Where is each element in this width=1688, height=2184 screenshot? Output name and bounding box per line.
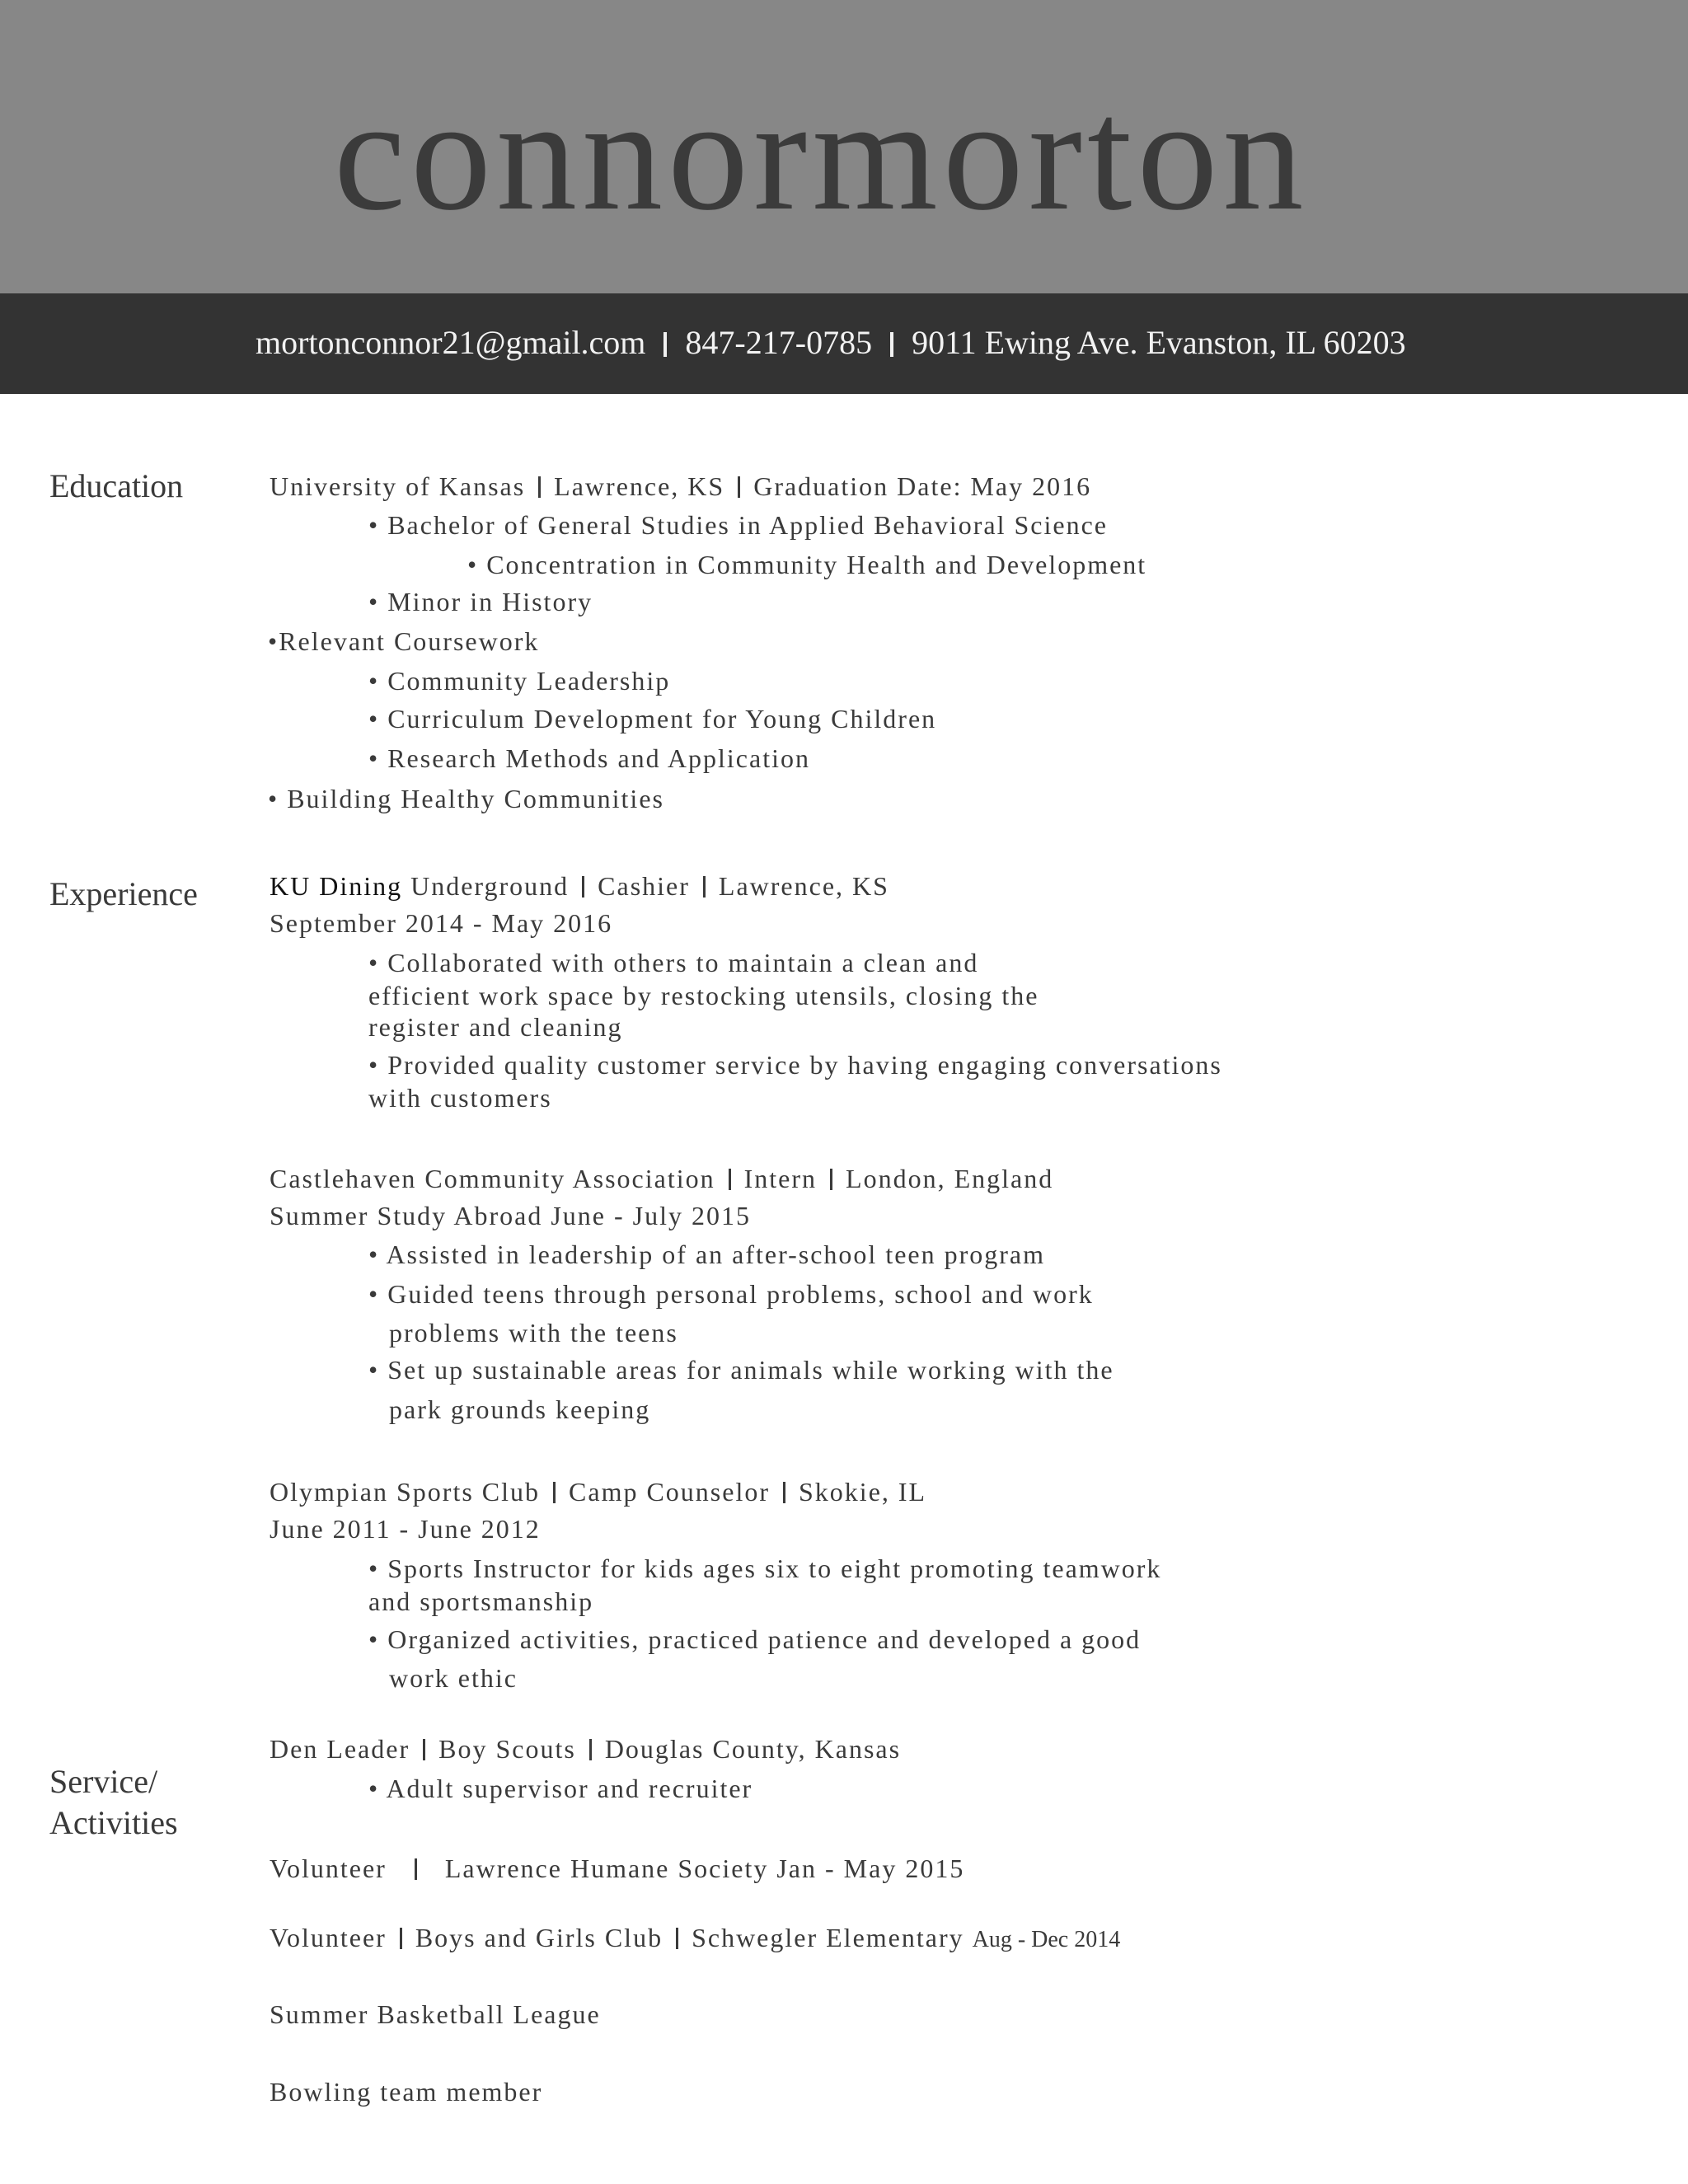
section-service-label: Service/ (49, 1763, 158, 1800)
job-org-prefix: KU Dining (270, 871, 403, 901)
job-dates: June 2011 - June 2012 (270, 1514, 541, 1544)
job-bullet: problems with the teens (389, 1318, 678, 1347)
service-item (270, 1921, 1120, 1957)
course-item: • Curriculum Development for Young Children (368, 704, 937, 733)
education-header-line (270, 470, 1091, 503)
degree: • Bachelor of General Studies in Applied Behavioral Science (368, 510, 1108, 540)
separator (589, 1739, 592, 1760)
job-bullet: and sportsmanship (368, 1586, 594, 1616)
header-banner (0, 0, 1688, 293)
service-org: Lawrence Humane Society Jan - May 2015 (444, 1854, 965, 1883)
job-location: Lawrence, KS (718, 871, 889, 901)
activity-item: Bowling team member (270, 2077, 543, 2107)
job-bullet: efficient work space by restocking utensils, closing the (368, 981, 1039, 1010)
job-header-line (270, 1475, 926, 1508)
service-item (270, 1852, 964, 1885)
service-role: Volunteer (270, 1923, 387, 1952)
job-header-line (270, 1162, 1053, 1195)
service-org: Boys and Girls Club (415, 1923, 663, 1952)
separator (703, 876, 706, 898)
contact-info (256, 318, 1406, 368)
service-org: Boy Scouts (438, 1734, 576, 1764)
job-org: Olympian Sports Club (270, 1477, 541, 1507)
school-location: Lawrence, KS (554, 471, 725, 501)
separator (830, 1169, 832, 1190)
service-role: Den Leader (270, 1734, 410, 1764)
separator (676, 1928, 678, 1949)
job-bullet: • Set up sustainable areas for animals while working with the (368, 1355, 1114, 1385)
contact-separator (890, 332, 893, 357)
job-bullet: park grounds keeping (389, 1394, 651, 1424)
job-bullet: • Sports Instructor for kids ages six to eight promoting teamwork (368, 1554, 1162, 1583)
job-dates: September 2014 - May 2016 (270, 908, 613, 938)
course-item: • Research Methods and Application (368, 743, 810, 773)
email-link[interactable]: mortonconnor21@gmail.com (256, 324, 646, 361)
job-bullet: with customers (368, 1083, 552, 1113)
school-name: University of Kansas (270, 471, 526, 501)
job-bullet: • Collaborated with others to maintain a clean and (368, 948, 979, 977)
job-dates: Summer Study Abroad June - July 2015 (270, 1201, 751, 1230)
separator (582, 876, 584, 898)
service-header-line (270, 1732, 901, 1765)
service-location: Douglas County, Kansas (604, 1734, 902, 1764)
separator (423, 1739, 425, 1760)
job-role: Camp Counselor (569, 1477, 770, 1507)
activity-item: Summer Basketball League (270, 1999, 601, 2029)
service-bullet: • Adult supervisor and recruiter (368, 1774, 753, 1803)
job-header-line (270, 869, 889, 902)
job-bullet: work ethic (389, 1663, 518, 1693)
address: 9011 Ewing Ave. Evanston, IL 60203 (912, 324, 1406, 361)
course-item: • Community Leadership (368, 666, 671, 696)
job-bullet: • Assisted in leadership of an after-school teen program (368, 1240, 1046, 1269)
separator (783, 1482, 785, 1503)
separator (553, 1482, 556, 1503)
course-item-extra: • Building Healthy Communities (268, 784, 664, 813)
separator (729, 1169, 731, 1190)
job-bullet: • Guided teens through personal problems, school and work (368, 1279, 1094, 1309)
service-role: Volunteer (270, 1854, 387, 1883)
phone-number: 847-217-0785 (685, 324, 873, 361)
section-activities-label: Activities (49, 1804, 178, 1841)
service-dates: Aug - Dec 2014 (972, 1927, 1121, 1952)
separator (400, 1928, 402, 1949)
job-bullet: • Provided quality customer service by having engaging conversations (368, 1050, 1222, 1080)
job-bullet: • Organized activities, practiced patience and developed a good (368, 1624, 1142, 1654)
job-location: London, England (846, 1164, 1054, 1193)
job-bullet: register and cleaning (368, 1012, 623, 1042)
job-role: Intern (743, 1164, 818, 1193)
contact-bar (0, 293, 1688, 394)
job-org: Underground (410, 871, 570, 901)
contact-separator (663, 332, 667, 357)
graduation-date: Graduation Date: May 2016 (753, 471, 1092, 501)
separator (538, 476, 541, 498)
job-role: Cashier (598, 871, 690, 901)
service-location: Schwegler Elementary (692, 1923, 964, 1952)
minor: • Minor in History (368, 587, 593, 616)
section-education-label: Education (49, 467, 184, 504)
job-org: Castlehaven Community Association (270, 1164, 715, 1193)
separator (415, 1858, 417, 1880)
separator (738, 476, 740, 498)
candidate-name: connormorton (334, 65, 1309, 244)
coursework-label: •Relevant Coursework (268, 626, 540, 656)
section-experience-label: Experience (49, 875, 198, 912)
job-location: Skokie, IL (799, 1477, 927, 1507)
concentration: • Concentration in Community Health and Development (467, 550, 1147, 579)
